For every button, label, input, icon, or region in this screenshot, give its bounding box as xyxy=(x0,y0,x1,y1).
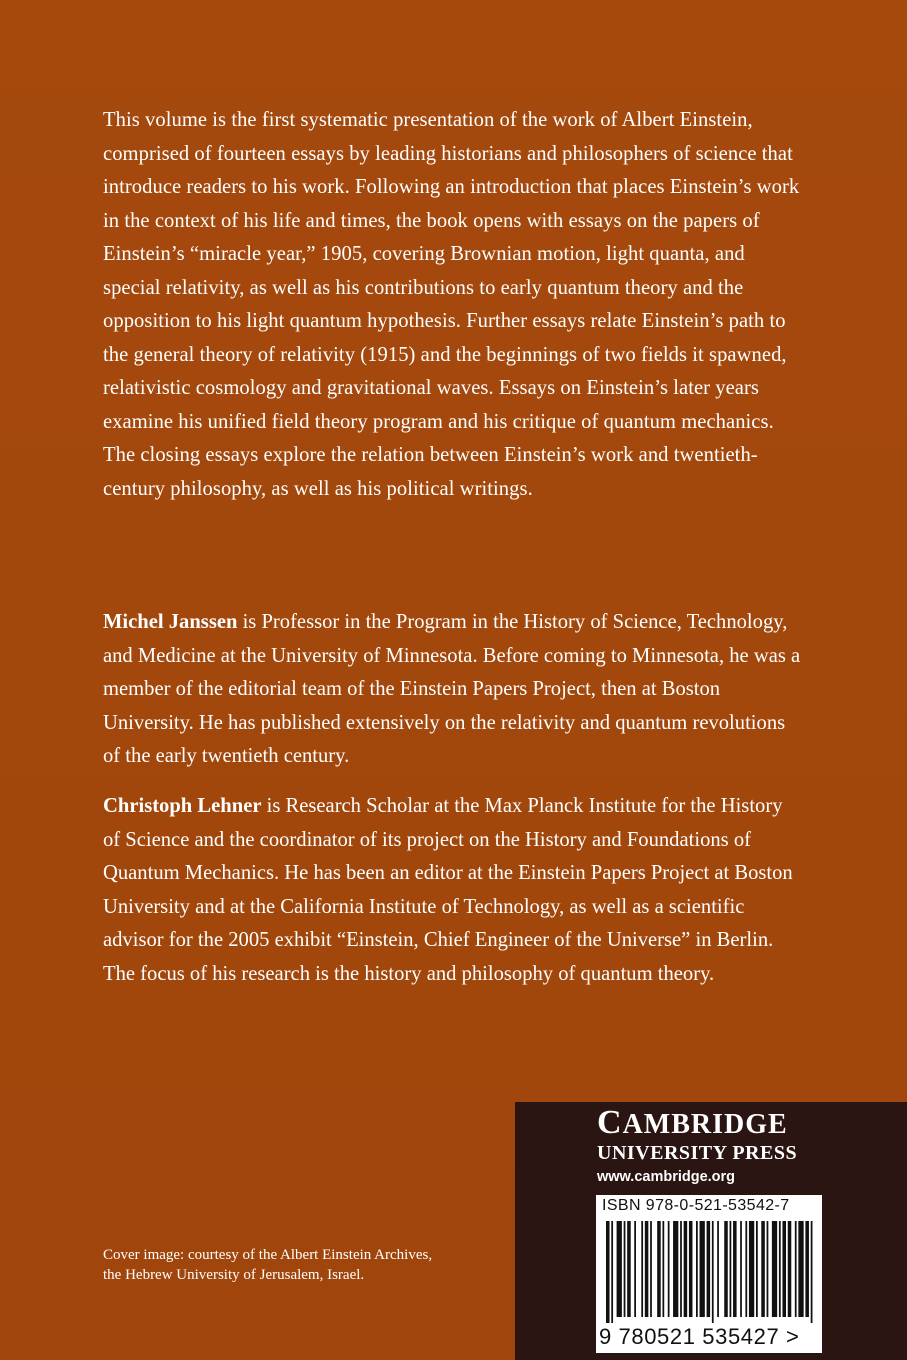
barcode-bar xyxy=(684,1221,688,1317)
barcode-bar xyxy=(811,1221,813,1323)
barcode-bar xyxy=(761,1221,765,1317)
editor-bio-janssen xyxy=(103,606,803,774)
barcode-bar xyxy=(611,1221,613,1323)
barcode-bar xyxy=(624,1221,626,1317)
barcode-bar xyxy=(680,1221,682,1317)
barcode-bar xyxy=(717,1221,719,1317)
barcode-bar xyxy=(668,1221,670,1317)
barcode-bar xyxy=(696,1221,698,1317)
publisher-name-rest: AMBRIDGE xyxy=(622,1109,788,1140)
barcode-bar xyxy=(772,1221,777,1317)
ean-number: 9 780521 535427 > xyxy=(599,1324,800,1349)
barcode-bar xyxy=(650,1221,652,1317)
credit-line-1: Cover image: courtesy of the Albert Einstein Archives, xyxy=(103,1247,433,1263)
barcode-bar xyxy=(756,1221,758,1317)
barcode-bar xyxy=(712,1221,714,1323)
barcode-box xyxy=(596,1195,822,1353)
barcode-bar xyxy=(733,1221,737,1317)
editor-bio-text: is Research Scholar at the Max Planck Institute for the History of Science and the coordinator of its project on the History and Foundations of Quantum Mechanics. He has been an editor at the Einstein Papers Project at Boston University and at the California Institute of Technology, as well as a scientific advisor for the 2005 exhibit “Einstein, Chief Engineer of the Universe” in Berlin. The focus of his research is the history and philosophy of quantum theory. xyxy=(103,795,793,985)
barcode-bar xyxy=(730,1221,732,1317)
barcode-bar xyxy=(795,1221,797,1317)
barcode-bar xyxy=(627,1221,631,1317)
barcode-bar xyxy=(724,1221,728,1317)
barcode-bar xyxy=(641,1221,643,1317)
publisher-block xyxy=(515,1102,907,1360)
isbn-label: ISBN 978-0-521-53542-7 xyxy=(602,1197,790,1214)
barcode-bar xyxy=(805,1221,809,1317)
book-description: This volume is the first systematic presentation of the work of Albert Einstein, comprised of fourteen essays by leading historians and philosophers of science that introduce readers to his work. Following an introduction that places Einstein’s work in the context of his life and times, the book opens with essays on the papers of Einstein’s “miracle year,” 1905, covering Brownian motion, light quanta, and special relativity, as well as his contributions to early quantum theory and the opposition to his light quantum hypothesis. Further essays relate Einstein’s path to the general theory of relativity (1915) and the beginnings of two fields it spawned, relativistic cosmology and gravitational waves. Essays on Einstein’s later years examine his unified field theory program and his critique of quantum mechanics. The closing essays explore the relation between Einstein’s work and twentieth-century philosophy, as well as his political writings. xyxy=(103,109,800,500)
editor-bio-lehner xyxy=(103,790,803,992)
barcode-bar xyxy=(657,1221,661,1317)
barcode-bar xyxy=(788,1221,792,1317)
barcode-bar xyxy=(645,1221,649,1317)
barcode-icon xyxy=(606,1221,816,1323)
barcode-bar xyxy=(662,1221,664,1317)
barcode-bar xyxy=(749,1221,754,1317)
cover-image-credit xyxy=(103,1245,523,1285)
barcode-bar xyxy=(740,1221,742,1317)
barcode-bar xyxy=(782,1221,786,1317)
barcode-bar xyxy=(798,1221,803,1317)
barcode-bar xyxy=(634,1221,636,1317)
barcode-bar xyxy=(617,1221,622,1317)
editor-name: Christoph Lehner xyxy=(103,795,262,817)
barcode-bar xyxy=(779,1221,781,1317)
barcode-bar xyxy=(606,1221,610,1323)
barcode-bar xyxy=(673,1221,678,1317)
publisher-press: UNIVERSITY PRESS xyxy=(597,1142,798,1164)
barcode-bar xyxy=(700,1221,705,1317)
publisher-initial: C xyxy=(597,1104,623,1141)
barcode-bar xyxy=(745,1221,747,1317)
barcode-bar xyxy=(767,1221,769,1317)
editor-name: Michel Janssen xyxy=(103,611,238,633)
editor-bio-text: is Professor in the Program in the History of Science, Technology, and Medicine at the University of Minnesota. Before coming to Minnesota, he was a member of the editorial team of the Einstein Papers Project, then at Boston University. He has published extensively on the relativity and quantum revolutions of the early twentieth century. xyxy=(103,611,801,768)
credit-line-2: the Hebrew University of Jerusalem, Israel. xyxy=(103,1267,365,1283)
barcode-bar xyxy=(689,1221,693,1317)
barcode-bar xyxy=(707,1221,711,1317)
publisher-url: www.cambridge.org xyxy=(597,1169,736,1185)
publisher-logo xyxy=(597,1104,788,1142)
